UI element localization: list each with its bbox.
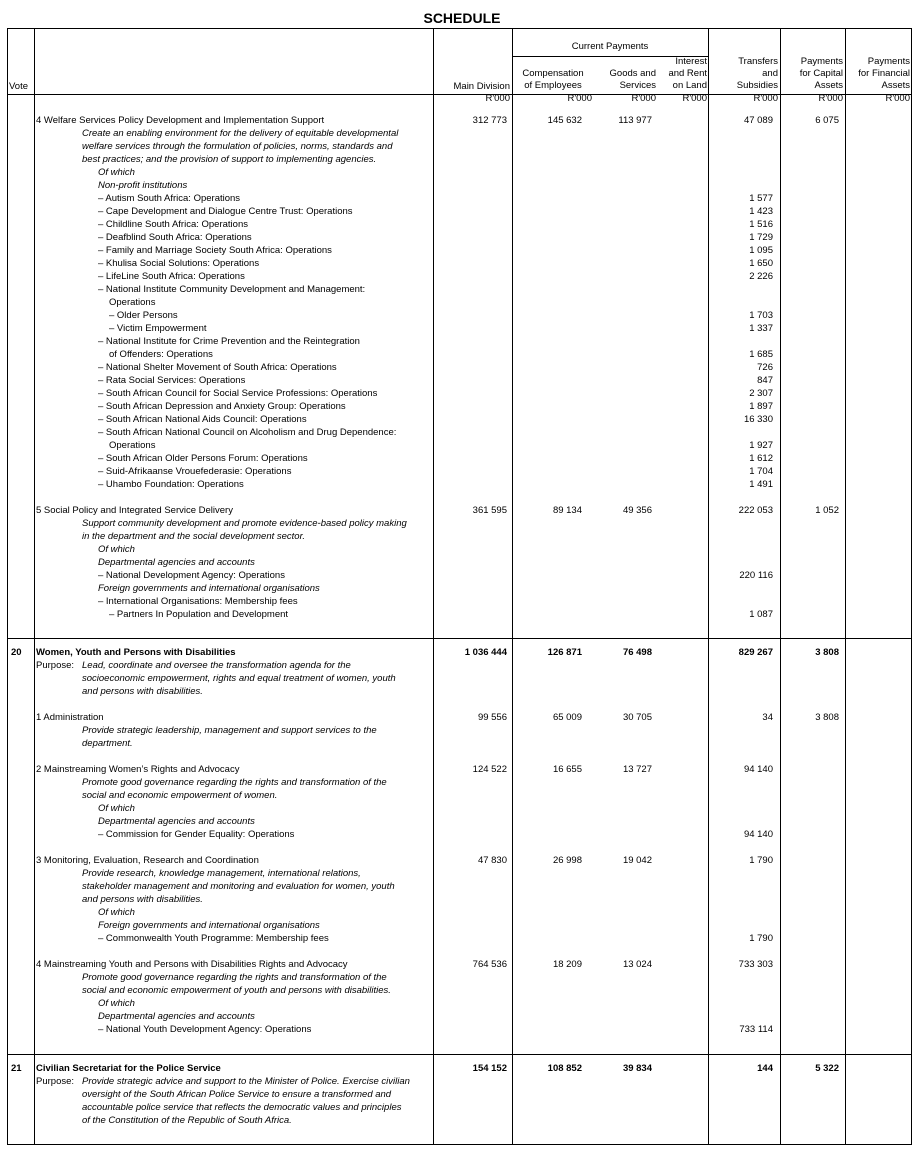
unit-capital: R'000: [818, 93, 843, 104]
row-label: – National Development Agency: Operations: [98, 570, 285, 581]
vote-separator: [8, 1054, 911, 1055]
row-purpose-text: Lead, coordinate and oversee the transformation agenda for the: [82, 660, 351, 671]
capital-assets-value: 3 808: [815, 647, 839, 658]
row-label: – South African Depression and Anxiety Group: Operations: [98, 401, 346, 412]
transfers-value: 1 897: [749, 401, 773, 412]
goods-services-value: 13 024: [622, 959, 652, 970]
capital-assets-value: 1 052: [815, 505, 839, 516]
row-label: – National Institute Community Development and Management:: [98, 284, 366, 295]
row-label: 1 Administration: [36, 712, 104, 723]
transfers-value: 1 729: [749, 232, 773, 243]
header-vote: Vote: [9, 81, 29, 92]
goods-services-value: 13 727: [622, 764, 652, 775]
unit-comp: R'000: [567, 93, 592, 104]
row-label: Of which: [98, 907, 135, 918]
unit-main: R'000: [485, 93, 510, 104]
header-fin-2: for Financial: [858, 68, 910, 79]
goods-services-value: 113 977: [618, 115, 652, 126]
row-label: – South African Older Persons Forum: Operations: [98, 453, 308, 464]
header-goods-2: Services: [619, 80, 656, 91]
header-trans-3: Subsidies: [736, 80, 778, 91]
unit-interest: R'000: [682, 93, 707, 104]
row-label: socioeconomic empowerment, rights and equal treatment of women, youth: [82, 673, 396, 684]
row-label: Departmental agencies and accounts: [98, 557, 255, 568]
row-label: – Older Persons: [109, 310, 178, 321]
row-label: Promote good governance regarding the rights and transformation of the: [82, 777, 387, 788]
compensation-value: 18 209: [552, 959, 582, 970]
row-label: Foreign governments and international organisations: [98, 583, 320, 594]
transfers-value: 1 790: [749, 855, 773, 866]
row-label: – Khulisa Social Solutions: Operations: [98, 258, 260, 269]
row-label: and persons with disabilities.: [82, 686, 203, 697]
row-label: – International Organisations: Membership fees: [98, 596, 298, 607]
main-division-value: 764 536: [472, 959, 507, 970]
transfers-value: 847: [757, 375, 773, 386]
row-label: accountable police service that reflects the democratic values and principles: [82, 1102, 402, 1113]
header-main-division: Main Division: [453, 81, 510, 92]
row-label: 3 Monitoring, Evaluation, Research and Coordination: [36, 855, 259, 866]
transfers-value: 733 114: [739, 1024, 773, 1035]
row-label: of the Constitution of the Republic of South Africa.: [82, 1115, 292, 1126]
row-label: – Partners In Population and Development: [109, 609, 289, 620]
transfers-value: 1 095: [749, 245, 773, 256]
header-comp-2: of Employees: [524, 80, 582, 91]
header-trans-1: Transfers: [738, 56, 778, 67]
transfers-value: 94 140: [743, 829, 773, 840]
transfers-value: 94 140: [743, 764, 773, 775]
row-label: Of which: [98, 998, 135, 1009]
row-label: – South African Council for Social Service Professions: Operations: [98, 388, 378, 399]
main-division-value: 47 830: [477, 855, 507, 866]
unit-goods: R'000: [631, 93, 656, 104]
col-divider: [34, 29, 35, 1144]
transfers-value: 34: [762, 712, 773, 723]
row-label: best practices; and the provision of support to implementing agencies.: [82, 154, 377, 165]
row-label: Purpose:: [36, 660, 75, 671]
main-division-value: 361 595: [472, 505, 507, 516]
main-division-value: 312 773: [472, 115, 507, 126]
row-label: Purpose:: [36, 1076, 75, 1087]
row-label: Of which: [98, 167, 135, 178]
row-label: Promote good governance regarding the rights and transformation of the: [82, 972, 387, 983]
row-label: Support community development and promote evidence-based policy making: [82, 518, 407, 529]
goods-services-value: 39 834: [622, 1063, 652, 1074]
row-label: 5 Social Policy and Integrated Service Delivery: [36, 505, 233, 516]
compensation-value: 16 655: [552, 764, 582, 775]
schedule-table: [7, 28, 912, 1145]
row-label: – Commission for Gender Equality: Operations: [98, 829, 295, 840]
goods-services-value: 76 498: [622, 647, 652, 658]
row-label: social and economic empowerment of youth and persons with disabilities.: [82, 985, 391, 996]
row-label: Operations: [109, 440, 156, 451]
transfers-value: 1 423: [749, 206, 773, 217]
transfers-value: 1 927: [749, 440, 773, 451]
transfers-value: 144: [757, 1063, 773, 1074]
row-label: – National Shelter Movement of South Africa: Operations: [98, 362, 337, 373]
transfers-value: 2 307: [749, 388, 773, 399]
header-cap-3: Assets: [814, 80, 843, 91]
main-division-value: 1 036 444: [464, 647, 507, 658]
transfers-value: 1 790: [749, 933, 773, 944]
row-label: – Childline South Africa: Operations: [98, 219, 248, 230]
row-label: – Cape Development and Dialogue Centre Trust: Operations: [98, 206, 353, 217]
goods-services-value: 49 356: [622, 505, 652, 516]
row-label: – Deafblind South Africa: Operations: [98, 232, 252, 243]
row-label: social and economic empowerment of women.: [82, 790, 278, 801]
row-purpose-text: Provide strategic advice and support to the Minister of Police. Exercise civilian: [82, 1076, 410, 1087]
header-trans-2: and: [762, 68, 778, 79]
row-label: – South African National Aids Council: Operations: [98, 414, 307, 425]
transfers-value: 1 703: [749, 310, 773, 321]
compensation-value: 145 632: [547, 115, 582, 126]
row-label: Foreign governments and international organisations: [98, 920, 320, 931]
row-label: Civilian Secretariat for the Police Service: [36, 1063, 221, 1074]
row-label: and persons with disabilities.: [82, 894, 203, 905]
main-division-value: 99 556: [477, 712, 507, 723]
row-label: Of which: [98, 803, 135, 814]
header-goods-1: Goods and: [609, 68, 656, 79]
header-fin-3: Assets: [881, 80, 910, 91]
main-division-value: 124 522: [472, 764, 507, 775]
col-divider: [512, 29, 513, 1144]
col-divider: [845, 29, 846, 1144]
transfers-value: 1 516: [749, 219, 773, 230]
transfers-value: 1 612: [749, 453, 773, 464]
row-label: Departmental agencies and accounts: [98, 1011, 255, 1022]
row-label: – National Youth Development Agency: Operations: [98, 1024, 312, 1035]
capital-assets-value: 5 322: [815, 1063, 839, 1074]
row-label: – Suid-Afrikaanse Vrouefederasie: Operations: [98, 466, 292, 477]
transfers-value: 2 226: [749, 271, 773, 282]
header-cap-1: Payments: [800, 56, 843, 67]
row-label: Departmental agencies and accounts: [98, 816, 255, 827]
row-label: Operations: [109, 297, 156, 308]
transfers-value: 16 330: [743, 414, 773, 425]
header-int-2: and Rent: [668, 68, 707, 79]
unit-transfers: R'000: [753, 93, 778, 104]
row-label: – Rata Social Services: Operations: [98, 375, 246, 386]
transfers-value: 733 303: [738, 959, 773, 970]
row-label: 4 Welfare Services Policy Development and Implementation Support: [36, 115, 325, 126]
header-cap-2: for Capital: [799, 68, 843, 79]
row-label: Provide strategic leadership, management and support services to the: [82, 725, 377, 736]
row-label: oversight of the South African Police Service to ensure a transformed and: [82, 1089, 392, 1100]
compensation-value: 108 852: [547, 1063, 582, 1074]
compensation-value: 126 871: [547, 647, 582, 658]
row-label: Non-profit institutions: [98, 180, 188, 191]
transfers-value: 829 267: [738, 647, 773, 658]
main-division-value: 154 152: [472, 1063, 507, 1074]
row-label: in the department and the social development sector.: [82, 531, 306, 542]
row-label: welfare services through the formulation of policies, norms, standards and: [82, 141, 393, 152]
capital-assets-value: 6 075: [815, 115, 839, 126]
page-title: SCHEDULE: [423, 10, 501, 26]
transfers-value: 1 087: [749, 609, 773, 620]
row-label: 4 Mainstreaming Youth and Persons with Disabilities Rights and Advocacy: [36, 959, 348, 970]
transfers-value: 1 577: [749, 193, 773, 204]
transfers-value: 222 053: [738, 505, 773, 516]
row-label: – National Institute for Crime Prevention and the Reintegration: [98, 336, 360, 347]
row-label: Create an enabling environment for the delivery of equitable developmental: [82, 128, 399, 139]
row-label: – Commonwealth Youth Programme: Membership fees: [98, 933, 329, 944]
transfers-value: 1 704: [749, 466, 773, 477]
compensation-value: 26 998: [552, 855, 582, 866]
compensation-value: 89 134: [552, 505, 582, 516]
goods-services-value: 19 042: [622, 855, 652, 866]
row-label: – LifeLine South Africa: Operations: [98, 271, 245, 282]
capital-assets-value: 3 808: [815, 712, 839, 723]
row-label: – South African National Council on Alcoholism and Drug Dependence:: [98, 427, 397, 438]
row-label: Provide research, knowledge management, international relations,: [82, 868, 361, 879]
row-label: department.: [82, 738, 133, 749]
row-label: – Uhambo Foundation: Operations: [98, 479, 244, 490]
transfers-value: 1 337: [749, 323, 773, 334]
transfers-value: 1 491: [749, 479, 773, 490]
transfers-value: 1 685: [749, 349, 773, 360]
header-int-3: on Land: [672, 80, 707, 91]
row-label: of Offenders: Operations: [109, 349, 213, 360]
row-label: stakeholder management and monitoring and evaluation for women, youth: [82, 881, 395, 892]
vote-number: 21: [11, 1063, 22, 1074]
row-label: – Family and Marriage Society South Africa: Operations: [98, 245, 332, 256]
transfers-value: 1 650: [749, 258, 773, 269]
unit-financial: R'000: [885, 93, 910, 104]
transfers-value: 726: [757, 362, 773, 373]
vote-separator: [8, 638, 911, 639]
row-label: – Autism South Africa: Operations: [98, 193, 241, 204]
row-label: – Victim Empowerment: [109, 323, 207, 334]
compensation-value: 65 009: [552, 712, 582, 723]
header-int-1: Interest: [675, 56, 707, 67]
transfers-value: 47 089: [743, 115, 773, 126]
header-fin-1: Payments: [867, 56, 910, 67]
transfers-value: 220 116: [739, 570, 773, 581]
goods-services-value: 30 705: [622, 712, 652, 723]
row-label: Women, Youth and Persons with Disabilities: [36, 647, 236, 658]
col-divider: [433, 29, 434, 1144]
header-comp-1: Compensation: [522, 68, 584, 79]
header-current-payments: Current Payments: [571, 41, 649, 52]
col-divider: [780, 29, 781, 1144]
row-label: Of which: [98, 544, 135, 555]
row-label: 2 Mainstreaming Women’s Rights and Advocacy: [36, 764, 240, 775]
vote-number: 20: [11, 647, 22, 658]
